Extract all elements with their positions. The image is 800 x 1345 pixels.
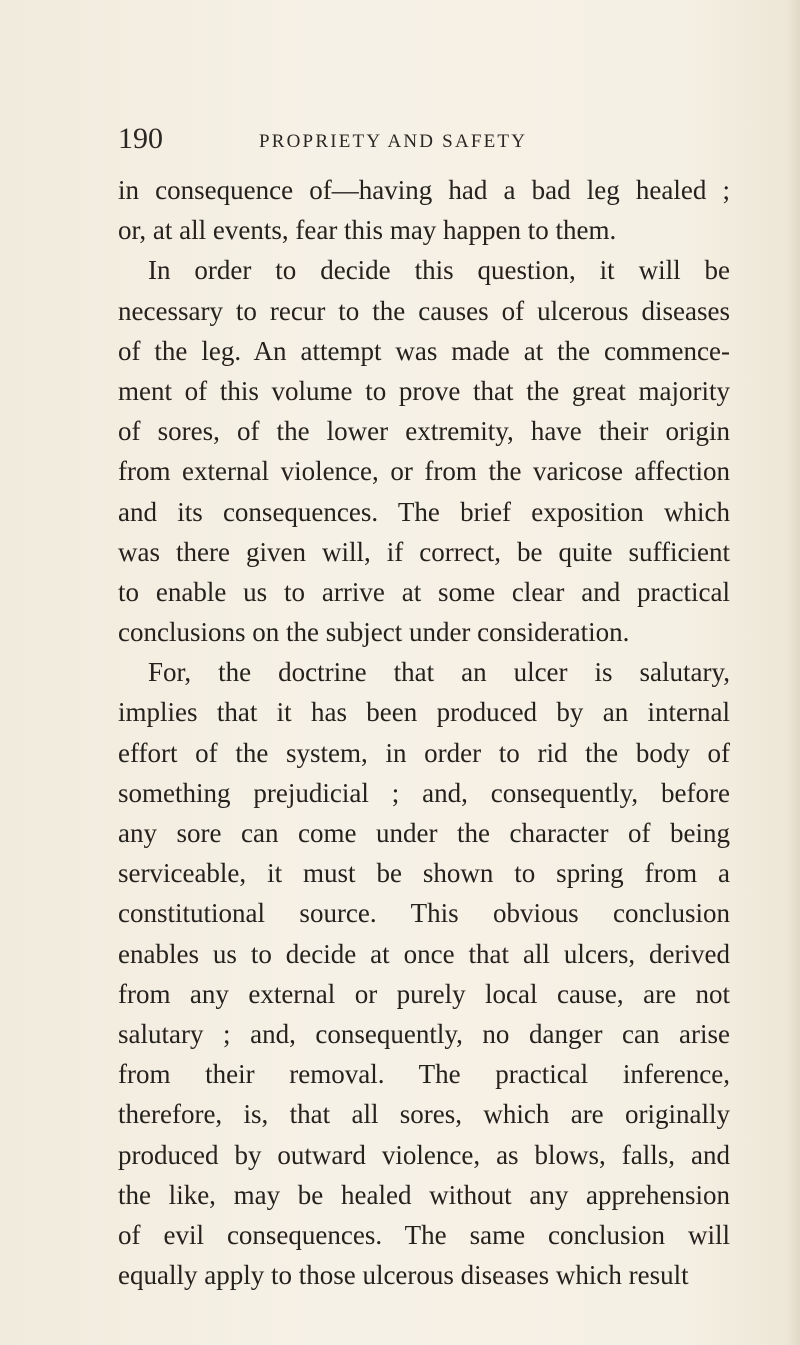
text-line: therefore, is, that all sores, which are originally: [118, 1099, 730, 1130]
text-line: effort of the system, in order to rid the body of: [118, 737, 730, 768]
text-line: In order to decide this question, it will be: [148, 255, 730, 286]
text-line: implies that it has been produced by an internal: [118, 697, 730, 728]
text-line: was there given will, if correct, be quite sufficient: [118, 536, 730, 567]
text-line: from their removal. The practical inference,: [118, 1059, 730, 1090]
text-line: something prejudicial ; and, consequently, before: [118, 777, 730, 808]
text-line: of the leg. An attempt was made at the commence-: [118, 335, 730, 366]
text-line: of evil consequences. The same conclusion will: [118, 1219, 730, 1250]
text-line: of sores, of the lower extremity, have their origin: [118, 416, 730, 447]
text-line: produced by outward violence, as blows, falls, and: [118, 1139, 730, 1170]
text-line: constitutional source. This obvious conclusion: [118, 898, 730, 929]
text-line: and its consequences. The brief exposition which: [118, 496, 730, 527]
text-line: from any external or purely local cause, are not: [118, 978, 730, 1009]
text-line: to enable us to arrive at some clear and practical: [118, 576, 730, 607]
text-line: in consequence of—having had a bad leg healed ;: [118, 175, 730, 205]
text-line: For, the doctrine that an ulcer is salutary,: [148, 657, 730, 688]
text-line: conclusions on the subject under consideration.: [118, 617, 630, 648]
text-line: or, at all events, fear this may happen to them.: [118, 215, 617, 246]
running-head: PROPRIETY AND SAFETY: [259, 131, 528, 152]
text-line: equally apply to those ulcerous diseases which result: [118, 1260, 689, 1291]
page-edge-shadow: [786, 0, 800, 1345]
text-line: enables us to decide at once that all ulcers, derived: [118, 938, 730, 969]
text-line: any sore can come under the character of being: [118, 818, 730, 848]
text-line: from external violence, or from the varicose affection: [118, 456, 730, 487]
page-header: [118, 122, 718, 162]
text-line: the like, may be healed without any apprehension: [118, 1179, 730, 1210]
text-line: salutary ; and, consequently, no danger can arise: [118, 1018, 730, 1049]
text-line: serviceable, it must be shown to spring from a: [118, 858, 730, 889]
text-line: ment of this volume to prove that the great majority: [118, 375, 730, 406]
text-line: necessary to recur to the causes of ulcerous diseases: [118, 295, 730, 326]
page-number: 190: [118, 122, 163, 155]
body-text: [118, 170, 730, 1295]
